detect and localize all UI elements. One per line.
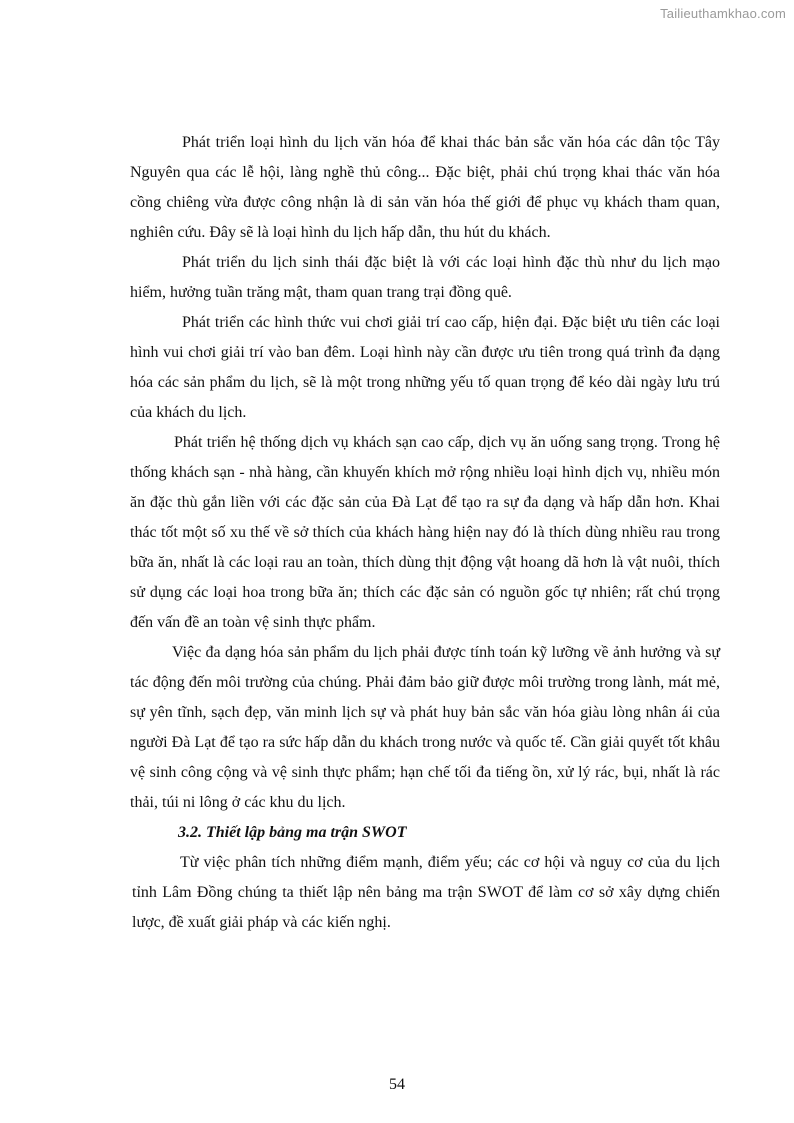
document-body — [130, 128, 720, 938]
paragraph-eco-tourism: Phát triển du lịch sinh thái đặc biệt là với các loại hình đặc thù như du lịch mạo hiểm, hưởng tuần trăng mật, tham quan trang trại đồng quê. — [130, 254, 720, 301]
paragraph-environment: Việc đa dạng hóa sản phẩm du lịch phải được tính toán kỹ lưỡng về ảnh hưởng và sự tác động đến môi trường của chúng. Phải đảm bảo giữ được môi trường trong lành, mát mẻ, sự yên tĩnh, sạch đẹp, văn minh lịch sự và phát huy bản sắc văn hóa giàu lòng nhân ái của người Đà Lạt để tạo ra sức hấp dẫn du khách trong nước và quốc tế. Cần giải quyết tốt khâu vệ sinh công cộng và vệ sinh thực phẩm; hạn chế tối đa tiếng ồn, xử lý rác, bụi, nhất là rác thải, túi ni lông ở các khu du lịch. — [130, 644, 720, 811]
watermark-text: Tailieuthamkhao.com — [660, 6, 786, 21]
paragraph-hotel-services: Phát triển hệ thống dịch vụ khách sạn cao cấp, dịch vụ ăn uống sang trọng. Trong hệ thống khách sạn - nhà hàng, cần khuyến khích mở rộng nhiều loại hình dịch vụ, nhiều món ăn đặc thù gắn liền với các đặc sản của Đà Lạt để tạo ra sự đa dạng và hấp dẫn hơn. Khai thác tốt một số xu thế về sở thích của khách hàng hiện nay đó là thích dùng nhiều rau trong bữa ăn, nhất là các loại rau an toàn, thích dùng thịt động vật hoang dã hơn là vật nuôi, thích sử dụng các loại hoa trong bữa ăn; thích các đặc sản có nguồn gốc tự nhiên; rất chú trọng đến vấn đề an toàn vệ sinh thực phẩm. — [130, 434, 720, 631]
paragraph-entertainment: Phát triển các hình thức vui chơi giải trí cao cấp, hiện đại. Đặc biệt ưu tiên các loại hình vui chơi giải trí vào ban đêm. Loại hình này cần được ưu tiên trong quá trình đa dạng hóa các sản phẩm du lịch, sẽ là một trong những yếu tố quan trọng để kéo dài ngày lưu trú của khách du lịch. — [130, 314, 720, 421]
paragraph-cultural-tourism: Phát triển loại hình du lịch văn hóa để khai thác bản sắc văn hóa các dân tộc Tây Nguyên qua các lễ hội, làng nghề thủ công... Đặc biệt, phải chú trọng khai thác văn hóa cồng chiêng vừa được công nhận là di sản văn hóa thế giới để phục vụ khách tham quan, nghiên cứu. Đây sẽ là loại hình du lịch hấp dẫn, thu hút du khách. — [130, 134, 720, 241]
paragraph-swot-intro: Từ việc phân tích những điểm mạnh, điểm yếu; các cơ hội và nguy cơ của du lịch tỉnh Lâm Đồng chúng ta thiết lập nên bảng ma trận SWOT để làm cơ sở xây dựng chiến lược, đề xuất giải pháp và các kiến nghị. — [132, 854, 720, 931]
section-heading-swot: 3.2. Thiết lập bảng ma trận SWOT — [178, 824, 407, 841]
page-number: 54 — [389, 1076, 405, 1093]
